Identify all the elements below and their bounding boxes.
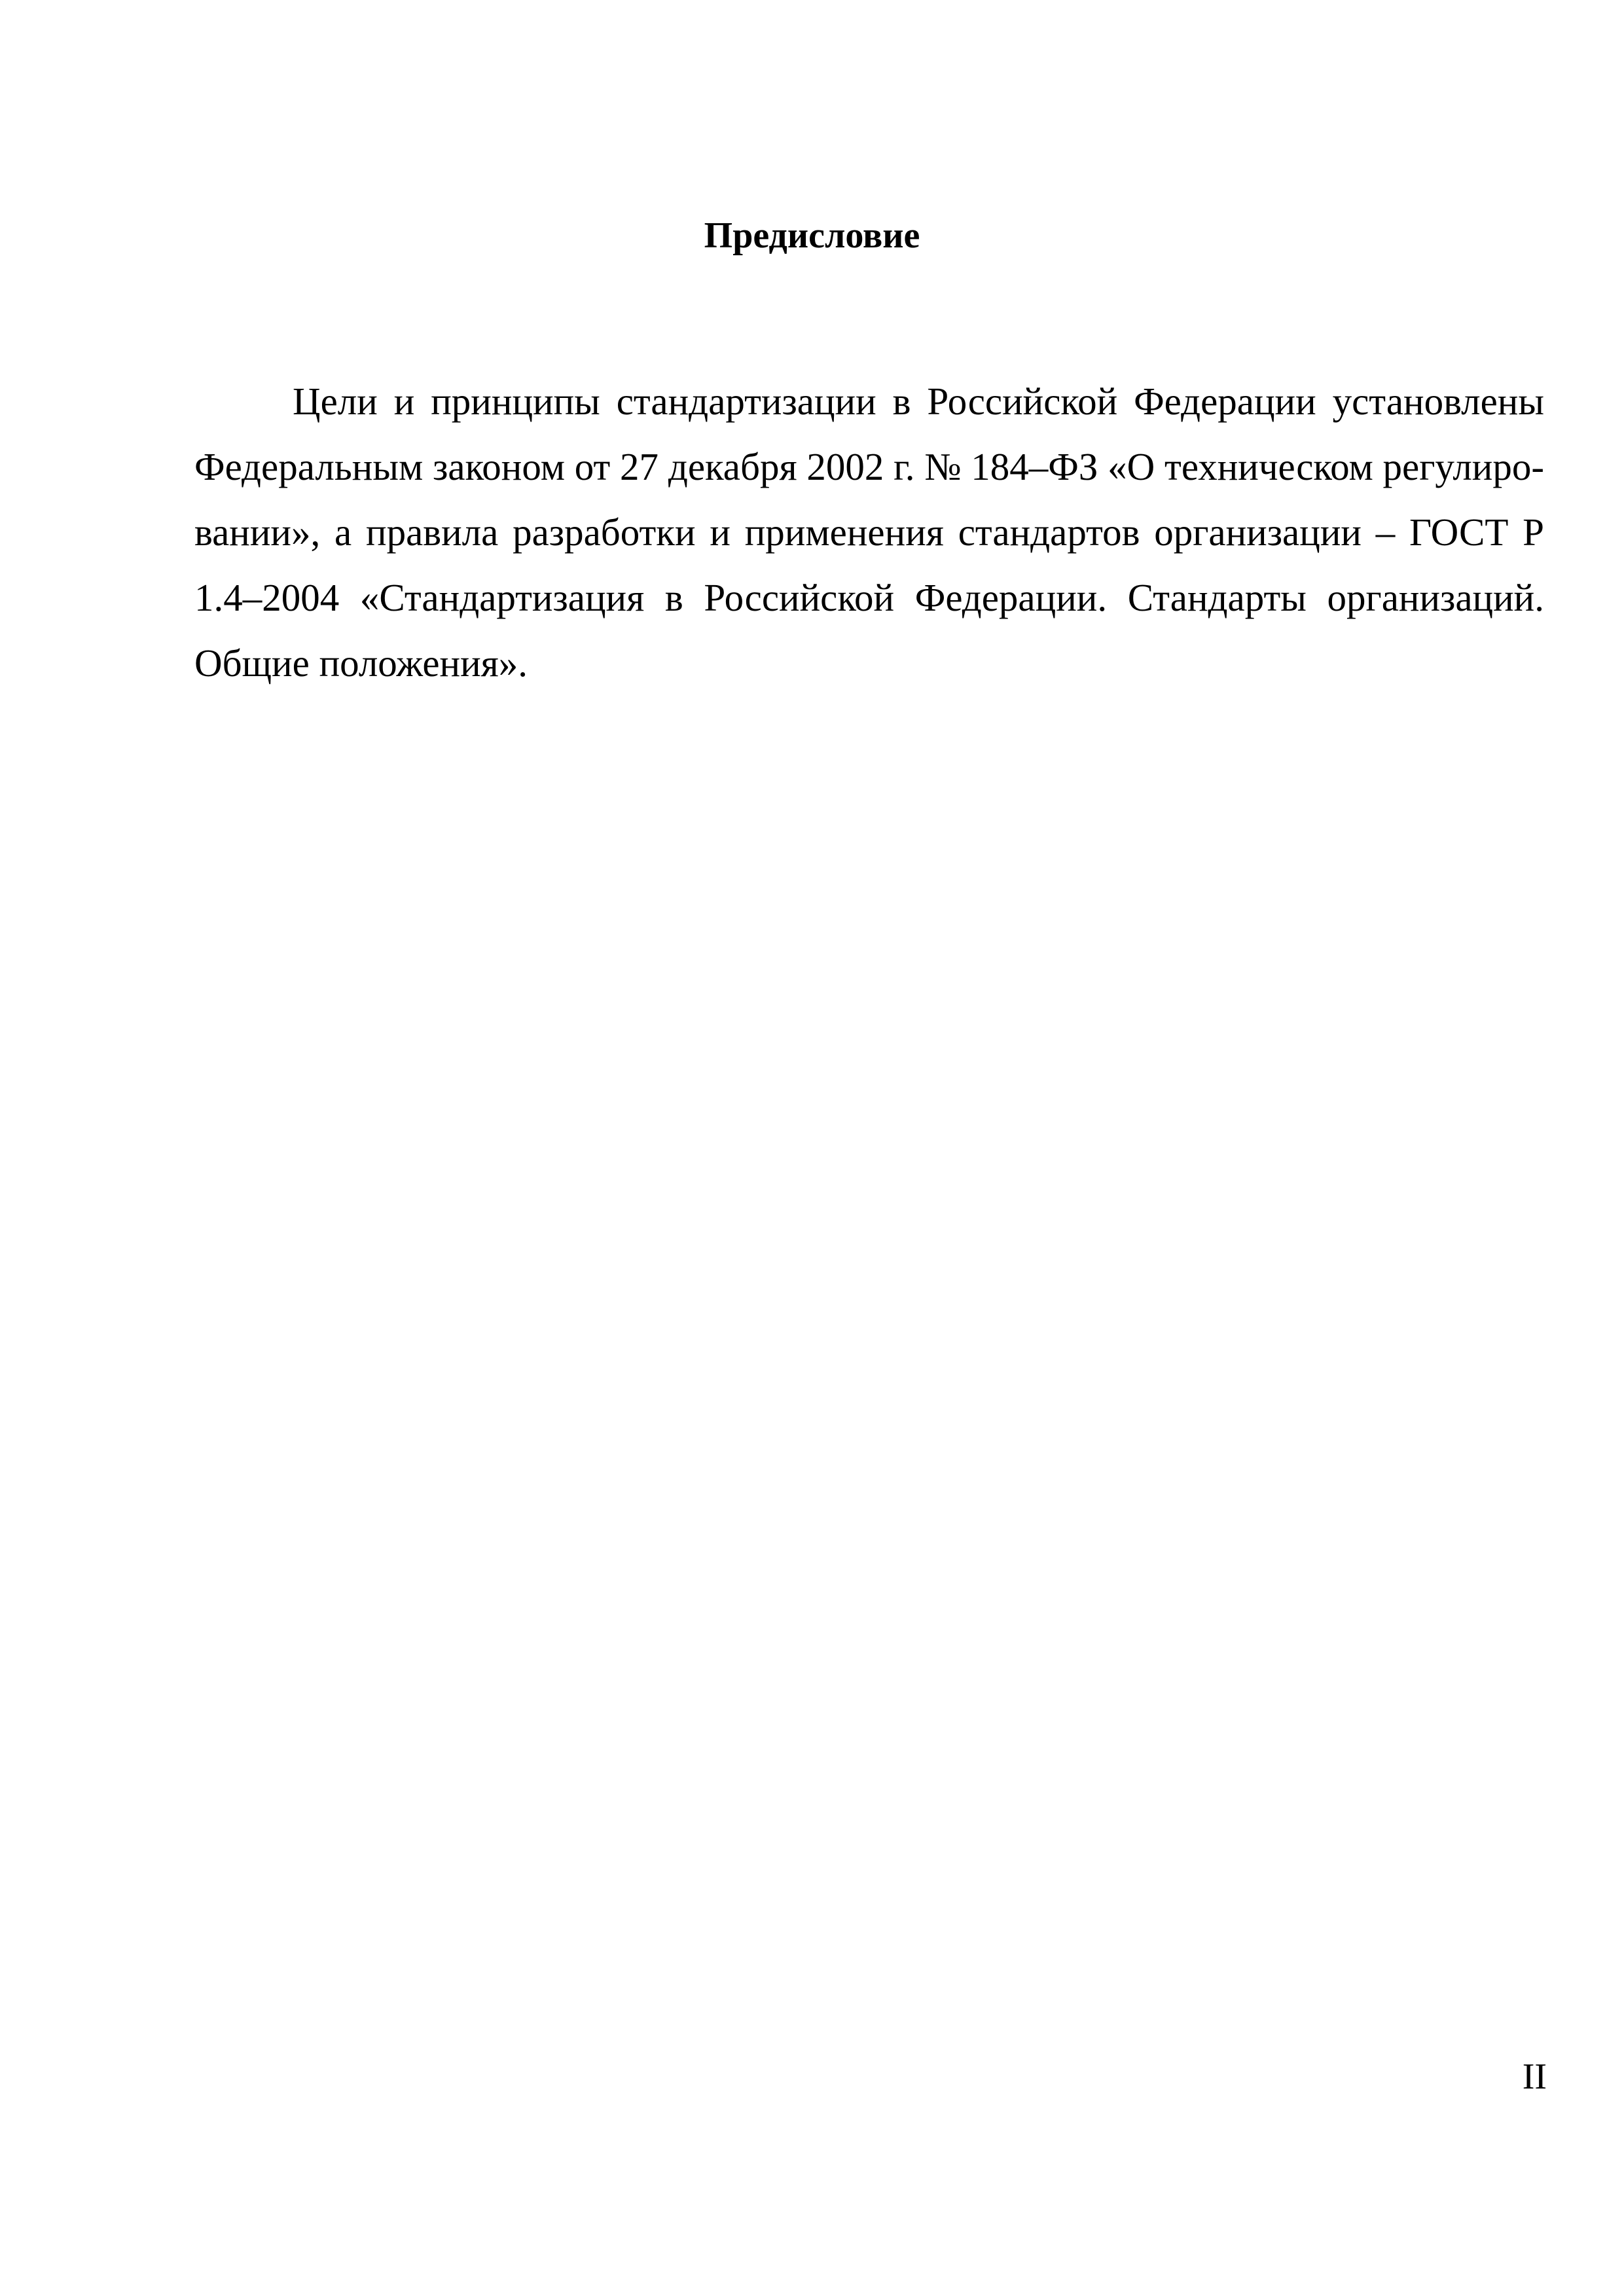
paragraph-line-2: Федеральным законом от 27 декабря 2002 г. № 184–ФЗ «О техническом регулиро- bbox=[194, 445, 1544, 488]
paragraph-line-3: вании», а правила разработки и применения стандартов организации – ГОСТ Р bbox=[194, 511, 1544, 554]
paragraph-line-4: 1.4–2004 «Стандартизация в Российской Федерации. Стандарты организаций. bbox=[194, 576, 1544, 619]
page-number: II bbox=[1522, 2056, 1547, 2097]
page-title: Предисловие bbox=[704, 215, 920, 256]
paragraph-line-1: Цели и принципы стандартизации в Российской Федерации установлены bbox=[293, 380, 1544, 423]
foreword-paragraph bbox=[194, 368, 1544, 696]
paragraph-line-5: Общие положения». bbox=[194, 641, 528, 685]
